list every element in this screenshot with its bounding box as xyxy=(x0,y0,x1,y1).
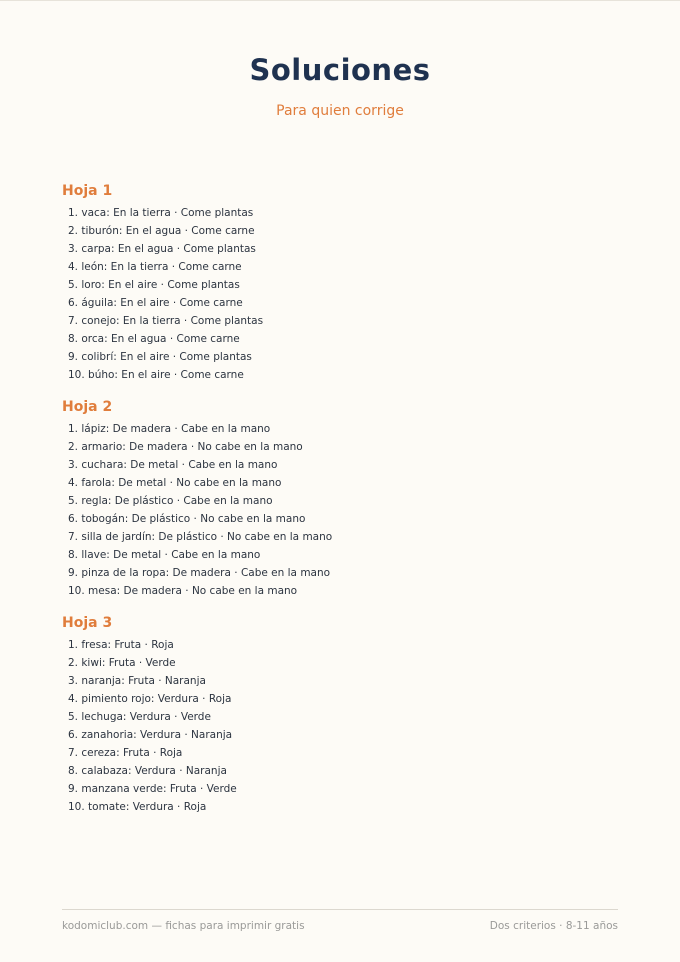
answer-item: 2. kiwi: Fruta · Verde xyxy=(68,657,176,669)
answer-list xyxy=(62,204,263,384)
page-subtitle: Para quien corrige xyxy=(276,103,404,119)
answer-item: 9. colibrí: En el aire · Come plantas xyxy=(68,351,252,363)
answer-item: 10. tomate: Verdura · Roja xyxy=(68,801,207,813)
answer-item: 1. vaca: En la tierra · Come plantas xyxy=(68,207,254,219)
answer-item: 4. león: En la tierra · Come carne xyxy=(68,261,242,273)
answer-item: 7. conejo: En la tierra · Come plantas xyxy=(68,315,264,327)
page-title: Soluciones xyxy=(249,53,431,87)
answer-item: 2. tiburón: En el agua · Come carne xyxy=(68,225,255,237)
answer-item: 9. manzana verde: Fruta · Verde xyxy=(68,783,237,795)
answer-item: 10. mesa: De madera · No cabe en la mano xyxy=(68,585,298,597)
section-heading: Hoja 1 xyxy=(62,183,113,199)
answer-item: 3. cuchara: De metal · Cabe en la mano xyxy=(68,459,278,471)
section-heading: Hoja 2 xyxy=(62,399,113,415)
answer-item: 3. naranja: Fruta · Naranja xyxy=(68,675,206,687)
answer-item: 4. farola: De metal · No cabe en la mano xyxy=(68,477,282,489)
answer-item: 5. regla: De plástico · Cabe en la mano xyxy=(68,495,273,507)
answer-item: 1. fresa: Fruta · Roja xyxy=(68,639,174,651)
answer-item: 2. armario: De madera · No cabe en la mano xyxy=(68,441,303,453)
footer-site-text: kodomiclub.com — fichas para imprimir gratis xyxy=(62,920,305,932)
section-hoja-3 xyxy=(62,614,237,816)
answer-item: 1. lápiz: De madera · Cabe en la mano xyxy=(68,423,271,435)
answer-item: 8. llave: De metal · Cabe en la mano xyxy=(68,549,261,561)
answer-item: 3. carpa: En el agua · Come plantas xyxy=(68,243,256,255)
section-hoja-1 xyxy=(62,182,263,384)
section-hoja-2 xyxy=(62,398,332,600)
footer-level-text: Dos criterios · 8-11 años xyxy=(489,920,618,932)
answer-item: 7. silla de jardín: De plástico · No cabe en la mano xyxy=(68,531,333,543)
footer-divider xyxy=(62,909,618,910)
answer-item: 6. tobogán: De plástico · No cabe en la mano xyxy=(68,513,306,525)
answer-item: 10. búho: En el aire · Come carne xyxy=(68,369,244,381)
answer-item: 8. orca: En el agua · Come carne xyxy=(68,333,240,345)
answer-item: 4. pimiento rojo: Verdura · Roja xyxy=(68,693,232,705)
section-heading: Hoja 3 xyxy=(62,615,113,631)
answer-item: 5. loro: En el aire · Come plantas xyxy=(68,279,240,291)
answer-item: 7. cereza: Fruta · Roja xyxy=(68,747,183,759)
answer-item: 5. lechuga: Verdura · Verde xyxy=(68,711,211,723)
answer-list xyxy=(62,420,332,600)
answer-item: 9. pinza de la ropa: De madera · Cabe en la mano xyxy=(68,567,331,579)
answer-item: 6. águila: En el aire · Come carne xyxy=(68,297,243,309)
answer-list xyxy=(62,636,237,816)
answer-item: 8. calabaza: Verdura · Naranja xyxy=(68,765,227,777)
answer-item: 6. zanahoria: Verdura · Naranja xyxy=(68,729,233,741)
